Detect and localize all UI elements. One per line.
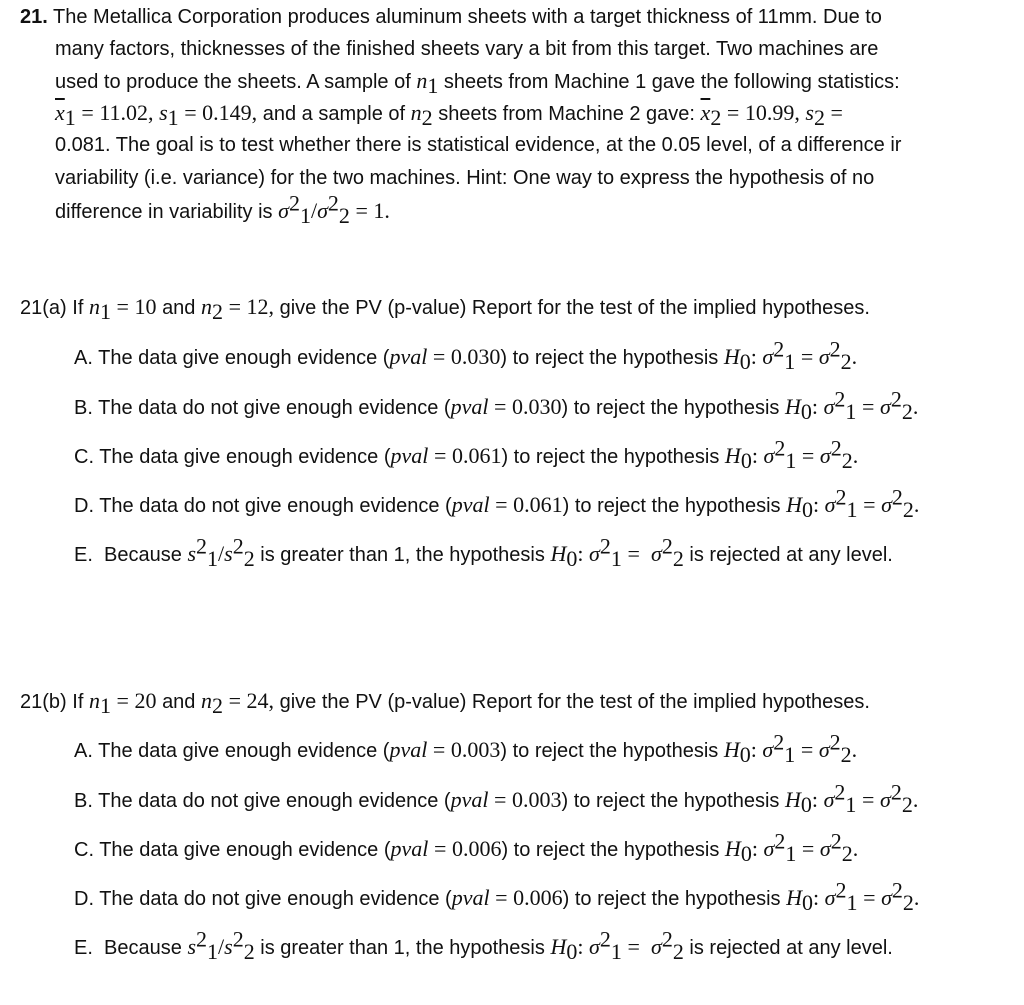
part-a-option-c[interactable]: C. The data give enough evidence (pval = 0.061) to reject the hypothesis $H_0$: $\sigma^2_1 = \sigma^2_2$. [74, 435, 859, 473]
part-a-option-a[interactable]: A. The data give enough evidence (pval = 0.030) to reject the hypothesis $H_0$: $\sigma^2_1 = \sigma^2_2$. [74, 336, 858, 374]
part-b-option-e[interactable]: E. Because $s^2_1/s^2_2$ is greater than 1, the hypothesis $H_0$: $\sigma^2_1 = \sigma^2_2$ is rejected at any level. [74, 926, 893, 964]
stem-line-2: many factors, thicknesses of the finished sheets vary a bit from this target. Two machines are [55, 38, 879, 60]
stem-line-1: 21. The Metallica Corporation produces aluminum sheets with a target thickness of 11mm. Due to [20, 6, 882, 28]
part-a-option-b[interactable]: B. The data do not give enough evidence (pval = 0.030) to reject the hypothesis $H_0$: $\sigma^2_1 = \sigma^2_2$. [74, 386, 919, 424]
part-b-option-d[interactable]: D. The data do not give enough evidence (pval = 0.006) to reject the hypothesis $H_0$: $\sigma^2_1 = \sigma^2_2$. [74, 877, 920, 915]
part-a-option-d[interactable]: D. The data do not give enough evidence (pval = 0.061) to reject the hypothesis $H_0$: $\sigma^2_1 = \sigma^2_2$. [74, 484, 920, 522]
stem-line-4: $\overline{x}_1 = 11.02$, $s_1 = 0.149$, and a sample of $n_2$ sheets from Machine 2 gave: $\overline{x}_2 = 10.99$, $s_2$ = [55, 100, 843, 130]
part-b-option-c[interactable]: C. The data give enough evidence (pval = 0.006) to reject the hypothesis $H_0$: $\sigma^2_1 = \sigma^2_2$. [74, 828, 859, 866]
part-a-header: 21(a) If $n_1 = 10$ and $n_2 = 12$, give the PV (p-value) Report for the test of the implied hypotheses. [20, 294, 870, 324]
stem-line-6: variability (i.e. variance) for the two machines. Hint: One way to express the hypothesis of no [55, 167, 875, 189]
question-number: 21. [20, 6, 48, 28]
part-b-option-a[interactable]: A. The data give enough evidence (pval = 0.003) to reject the hypothesis $H_0$: $\sigma^2_1 = \sigma^2_2$. [74, 729, 858, 767]
stem-line-3: used to produce the sheets. A sample of $n_1$ sheets from Machine 1 gave the following statistics: [55, 68, 900, 98]
part-b-header: 21(b) If $n_1 = 20$ and $n_2 = 24$, give the PV (p-value) Report for the test of the implied hypotheses. [20, 688, 870, 718]
stem-line-5: 0.081. The goal is to test whether there is statistical evidence, at the 0.05 level, of a difference ir [55, 134, 902, 156]
part-b-option-b[interactable]: B. The data do not give enough evidence (pval = 0.003) to reject the hypothesis $H_0$: $\sigma^2_1 = \sigma^2_2$. [74, 779, 919, 817]
part-a-option-e[interactable]: E. Because $s^2_1/s^2_2$ is greater than 1, the hypothesis $H_0$: $\sigma^2_1 = \sigma^2_2$ is rejected at any level. [74, 533, 893, 571]
stem-line-7: difference in variability is $\sigma^2_1/\sigma^2_2 = 1$. [55, 190, 390, 228]
